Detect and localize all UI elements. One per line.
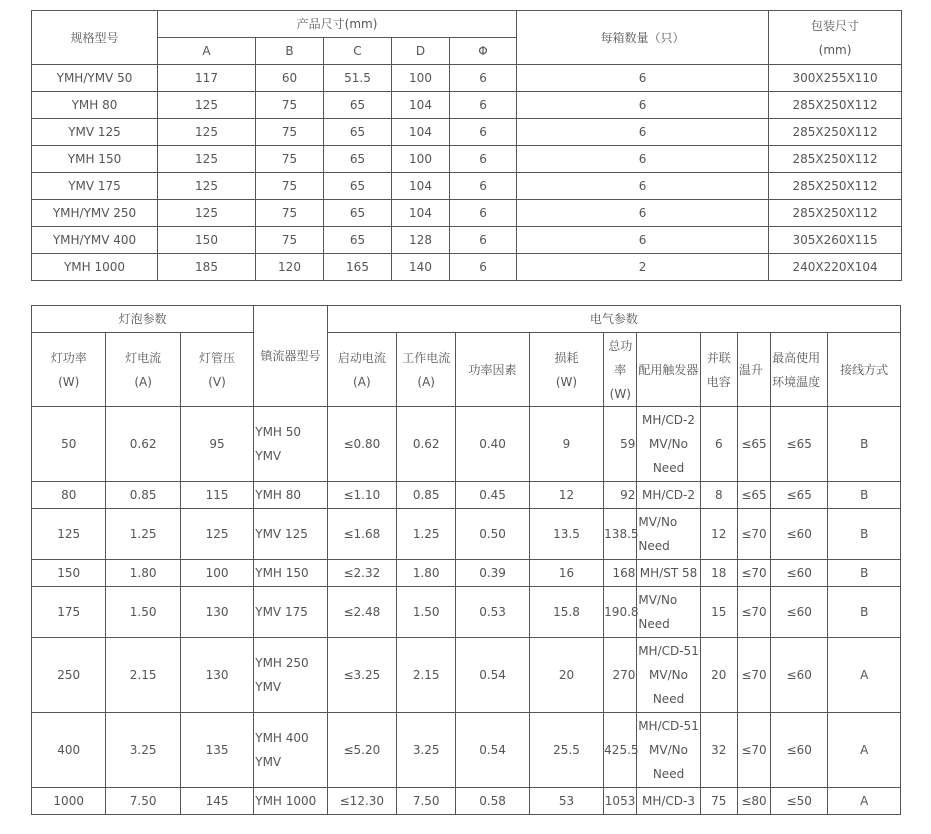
param-cell-wiring: A — [828, 638, 901, 713]
param-cell-rise: ≤70 — [737, 560, 770, 587]
param-cell-w: 50 — [32, 407, 106, 482]
header-ambient-temp: 最高使用 环境温度 — [771, 333, 828, 407]
spec-cell-d: 100 — [392, 65, 450, 92]
header-loss: 损耗 (W) — [529, 333, 603, 407]
param-cell-work: 0.62 — [397, 407, 456, 482]
param-cell-w: 175 — [32, 587, 106, 638]
header-lamp-voltage: 灯管压 (V) — [180, 333, 253, 407]
param-cell-work: 1.25 — [397, 509, 456, 560]
param-cell-w: 125 — [32, 509, 106, 560]
spec-cell-pack: 240X220X104 — [769, 254, 902, 281]
spec-cell-d: 140 — [392, 254, 450, 281]
param-cell-loss: 12 — [529, 482, 603, 509]
header-dim-phi: Φ — [450, 38, 517, 65]
header-lamp-power: 灯功率 (W) — [32, 333, 106, 407]
spec-cell-a: 117 — [158, 65, 256, 92]
param-cell-work: 3.25 — [397, 713, 456, 788]
spec-cell-pack: 300X255X110 — [769, 65, 902, 92]
param-cell-amb: ≤60 — [771, 713, 828, 788]
param-cell-pf: 0.54 — [456, 638, 529, 713]
param-cell-loss: 9 — [529, 407, 603, 482]
param-cell-loss: 16 — [529, 560, 603, 587]
table-row — [32, 92, 902, 119]
param-cell-start: ≤3.25 — [327, 638, 396, 713]
table-row — [32, 560, 901, 587]
table-row — [32, 638, 901, 713]
spec-cell-model: YMV 175 — [32, 173, 158, 200]
param-cell-total: 168 — [604, 560, 637, 587]
spec-cell-pack: 285X250X112 — [769, 200, 902, 227]
table-row — [32, 65, 902, 92]
spec-cell-d: 104 — [392, 119, 450, 146]
param-cell-loss: 20 — [529, 638, 603, 713]
spec-cell-b: 60 — [256, 65, 324, 92]
param-cell-loss: 13.5 — [529, 509, 603, 560]
param-cell-amb: ≤60 — [771, 560, 828, 587]
param-cell-ballast: YMH 400 YMV — [254, 713, 327, 788]
spec-cell-pack: 285X250X112 — [769, 92, 902, 119]
param-cell-v: 135 — [180, 713, 253, 788]
param-cell-ballast: YMV 125 — [254, 509, 327, 560]
param-cell-cap: 75 — [700, 788, 737, 815]
header-lamp-current: 灯电流 (A) — [106, 333, 180, 407]
header-dim-b: B — [256, 38, 324, 65]
header-start-current: 启动电流 (A) — [327, 333, 396, 407]
param-cell-a: 1.50 — [106, 587, 180, 638]
param-cell-igniter: MH/CD-2 MV/No Need — [637, 407, 700, 482]
spec-cell-model: YMH 1000 — [32, 254, 158, 281]
spec-cell-model: YMH 80 — [32, 92, 158, 119]
header-dim-a: A — [158, 38, 256, 65]
spec-cell-phi: 6 — [450, 227, 517, 254]
param-cell-start: ≤0.80 — [327, 407, 396, 482]
product-spec-table — [31, 10, 902, 281]
param-cell-cap: 20 — [700, 638, 737, 713]
param-cell-pf: 0.39 — [456, 560, 529, 587]
table-row — [32, 788, 901, 815]
spec-cell-pack: 285X250X112 — [769, 119, 902, 146]
param-cell-loss: 25.5 — [529, 713, 603, 788]
header-power-factor: 功率因素 — [456, 333, 529, 407]
param-cell-work: 1.80 — [397, 560, 456, 587]
param-cell-v: 145 — [180, 788, 253, 815]
table-row — [32, 254, 902, 281]
spec-cell-phi: 6 — [450, 65, 517, 92]
param-cell-total: 270 — [604, 638, 637, 713]
electrical-param-table — [31, 305, 901, 815]
spec-cell-a: 125 — [158, 200, 256, 227]
table-row — [32, 587, 901, 638]
spec-cell-qty: 6 — [517, 227, 769, 254]
header-dim-d: D — [392, 38, 450, 65]
param-cell-a: 2.15 — [106, 638, 180, 713]
spec-cell-d: 104 — [392, 92, 450, 119]
table-row — [32, 119, 902, 146]
param-cell-ballast: YMH 50 YMV — [254, 407, 327, 482]
param-cell-v: 95 — [180, 407, 253, 482]
header-electrical-params: 电气参数 — [327, 306, 900, 333]
param-cell-ballast: YMV 175 — [254, 587, 327, 638]
param-cell-v: 100 — [180, 560, 253, 587]
param-cell-igniter: MH/ST 58 — [637, 560, 700, 587]
param-cell-start: ≤2.48 — [327, 587, 396, 638]
spec-cell-qty: 6 — [517, 173, 769, 200]
header-package-size: 包装尺寸 (mm) — [769, 11, 902, 65]
spec-cell-b: 75 — [256, 92, 324, 119]
param-cell-start: ≤12.30 — [327, 788, 396, 815]
spec-cell-qty: 6 — [517, 119, 769, 146]
param-cell-ballast: YMH 150 — [254, 560, 327, 587]
param-cell-amb: ≤60 — [771, 587, 828, 638]
param-cell-a: 1.80 — [106, 560, 180, 587]
header-wiring: 接线方式 — [828, 333, 901, 407]
spec-cell-model: YMH/YMV 50 — [32, 65, 158, 92]
spec-cell-b: 75 — [256, 119, 324, 146]
spec-cell-pack: 285X250X112 — [769, 146, 902, 173]
param-cell-loss: 15.8 — [529, 587, 603, 638]
spec-cell-model: YMH 150 — [32, 146, 158, 173]
table-row — [32, 482, 901, 509]
param-cell-w: 150 — [32, 560, 106, 587]
spec-cell-a: 125 — [158, 146, 256, 173]
param-cell-cap: 18 — [700, 560, 737, 587]
param-cell-a: 0.85 — [106, 482, 180, 509]
spec-cell-qty: 6 — [517, 65, 769, 92]
param-cell-cap: 8 — [700, 482, 737, 509]
param-cell-v: 125 — [180, 509, 253, 560]
header-temp-rise: 温升 — [737, 333, 770, 407]
param-cell-work: 2.15 — [397, 638, 456, 713]
param-cell-work: 1.50 — [397, 587, 456, 638]
spec-cell-phi: 6 — [450, 173, 517, 200]
header-dim-c: C — [324, 38, 392, 65]
spec-cell-c: 165 — [324, 254, 392, 281]
param-cell-total: 425.5 — [604, 713, 637, 788]
spec-cell-c: 65 — [324, 92, 392, 119]
param-cell-start: ≤1.10 — [327, 482, 396, 509]
param-cell-cap: 15 — [700, 587, 737, 638]
header-ballast-model: 镇流器型号 — [254, 306, 327, 407]
spec-cell-d: 104 — [392, 173, 450, 200]
spec-cell-a: 125 — [158, 92, 256, 119]
spec-cell-phi: 6 — [450, 254, 517, 281]
param-cell-rise: ≤65 — [737, 407, 770, 482]
param-cell-start: ≤1.68 — [327, 509, 396, 560]
param-cell-w: 400 — [32, 713, 106, 788]
param-cell-work: 7.50 — [397, 788, 456, 815]
table-row — [32, 227, 902, 254]
spec-cell-a: 185 — [158, 254, 256, 281]
param-cell-pf: 0.50 — [456, 509, 529, 560]
header-box-quantity: 每箱数量（只） — [517, 11, 769, 65]
spec-cell-d: 128 — [392, 227, 450, 254]
param-cell-amb: ≤50 — [771, 788, 828, 815]
param-cell-amb: ≤60 — [771, 509, 828, 560]
spec-cell-b: 120 — [256, 254, 324, 281]
param-cell-igniter: MH/CD-3 — [637, 788, 700, 815]
param-cell-v: 130 — [180, 587, 253, 638]
spec-cell-c: 65 — [324, 173, 392, 200]
table-row — [32, 713, 901, 788]
param-cell-total: 138.5 — [604, 509, 637, 560]
param-cell-total: 92 — [604, 482, 637, 509]
param-cell-pf: 0.45 — [456, 482, 529, 509]
param-cell-a: 3.25 — [106, 713, 180, 788]
header-work-current: 工作电流 (A) — [397, 333, 456, 407]
spec-cell-pack: 305X260X115 — [769, 227, 902, 254]
param-cell-wiring: B — [828, 407, 901, 482]
param-cell-igniter: MH/CD-2 — [637, 482, 700, 509]
param-cell-amb: ≤60 — [771, 638, 828, 713]
param-cell-wiring: A — [828, 713, 901, 788]
param-cell-rise: ≤70 — [737, 587, 770, 638]
spec-cell-qty: 6 — [517, 146, 769, 173]
table-row — [32, 146, 902, 173]
spec-cell-a: 150 — [158, 227, 256, 254]
spec-cell-phi: 6 — [450, 92, 517, 119]
param-cell-rise: ≤70 — [737, 713, 770, 788]
spec-cell-b: 75 — [256, 146, 324, 173]
param-cell-v: 115 — [180, 482, 253, 509]
param-cell-igniter: MH/CD-51 MV/No Need — [637, 713, 700, 788]
param-cell-rise: ≤70 — [737, 509, 770, 560]
param-cell-total: 190.8 — [604, 587, 637, 638]
spec-cell-phi: 6 — [450, 200, 517, 227]
param-cell-work: 0.85 — [397, 482, 456, 509]
spec-cell-qty: 6 — [517, 200, 769, 227]
param-cell-amb: ≤65 — [771, 482, 828, 509]
spec-cell-d: 104 — [392, 200, 450, 227]
param-cell-total: 1053 — [604, 788, 637, 815]
param-cell-rise: ≤70 — [737, 638, 770, 713]
param-cell-a: 0.62 — [106, 407, 180, 482]
param-cell-cap: 12 — [700, 509, 737, 560]
spec-cell-c: 51.5 — [324, 65, 392, 92]
spec-cell-c: 65 — [324, 146, 392, 173]
param-cell-amb: ≤65 — [771, 407, 828, 482]
param-cell-a: 7.50 — [106, 788, 180, 815]
param-cell-pf: 0.54 — [456, 713, 529, 788]
header-total-power: 总功 率 (W) — [604, 333, 637, 407]
param-cell-wiring: B — [828, 587, 901, 638]
header-capacitor: 并联 电容 — [700, 333, 737, 407]
param-cell-v: 130 — [180, 638, 253, 713]
param-cell-w: 1000 — [32, 788, 106, 815]
param-cell-wiring: B — [828, 560, 901, 587]
param-cell-igniter: MV/No Need — [637, 587, 700, 638]
param-cell-rise: ≤80 — [737, 788, 770, 815]
spec-cell-c: 65 — [324, 200, 392, 227]
header-product-size: 产品尺寸(mm) — [158, 11, 517, 38]
param-cell-start: ≤5.20 — [327, 713, 396, 788]
spec-cell-qty: 2 — [517, 254, 769, 281]
param-cell-pf: 0.53 — [456, 587, 529, 638]
spec-cell-phi: 6 — [450, 119, 517, 146]
spec-cell-b: 75 — [256, 200, 324, 227]
spec-cell-a: 125 — [158, 119, 256, 146]
table-row — [32, 509, 901, 560]
spec-cell-model: YMH/YMV 250 — [32, 200, 158, 227]
param-cell-cap: 6 — [700, 407, 737, 482]
table-row — [32, 173, 902, 200]
param-cell-wiring: B — [828, 482, 901, 509]
param-cell-wiring: A — [828, 788, 901, 815]
param-cell-pf: 0.40 — [456, 407, 529, 482]
param-cell-ballast: YMH 250 YMV — [254, 638, 327, 713]
param-cell-loss: 53 — [529, 788, 603, 815]
spec-cell-c: 65 — [324, 227, 392, 254]
spec-cell-pack: 285X250X112 — [769, 173, 902, 200]
param-cell-a: 1.25 — [106, 509, 180, 560]
spec-cell-phi: 6 — [450, 146, 517, 173]
param-cell-w: 250 — [32, 638, 106, 713]
param-cell-w: 80 — [32, 482, 106, 509]
param-cell-igniter: MV/No Need — [637, 509, 700, 560]
spec-cell-a: 125 — [158, 173, 256, 200]
param-cell-wiring: B — [828, 509, 901, 560]
spec-cell-model: YMH/YMV 400 — [32, 227, 158, 254]
spec-cell-qty: 6 — [517, 92, 769, 119]
param-cell-rise: ≤65 — [737, 482, 770, 509]
param-cell-ballast: YMH 80 — [254, 482, 327, 509]
spec-cell-model: YMV 125 — [32, 119, 158, 146]
table-row — [32, 200, 902, 227]
param-cell-start: ≤2.32 — [327, 560, 396, 587]
table-row — [32, 407, 901, 482]
spec-cell-b: 75 — [256, 173, 324, 200]
param-cell-cap: 32 — [700, 713, 737, 788]
spec-cell-b: 75 — [256, 227, 324, 254]
param-cell-pf: 0.58 — [456, 788, 529, 815]
param-cell-igniter: MH/CD-51 MV/No Need — [637, 638, 700, 713]
param-cell-total: 59 — [604, 407, 637, 482]
spec-cell-c: 65 — [324, 119, 392, 146]
header-model: 规格型号 — [32, 11, 158, 65]
param-cell-ballast: YMH 1000 — [254, 788, 327, 815]
header-bulb-params: 灯泡参数 — [32, 306, 254, 333]
header-igniter: 配用触发器 — [637, 333, 700, 407]
spec-cell-d: 100 — [392, 146, 450, 173]
